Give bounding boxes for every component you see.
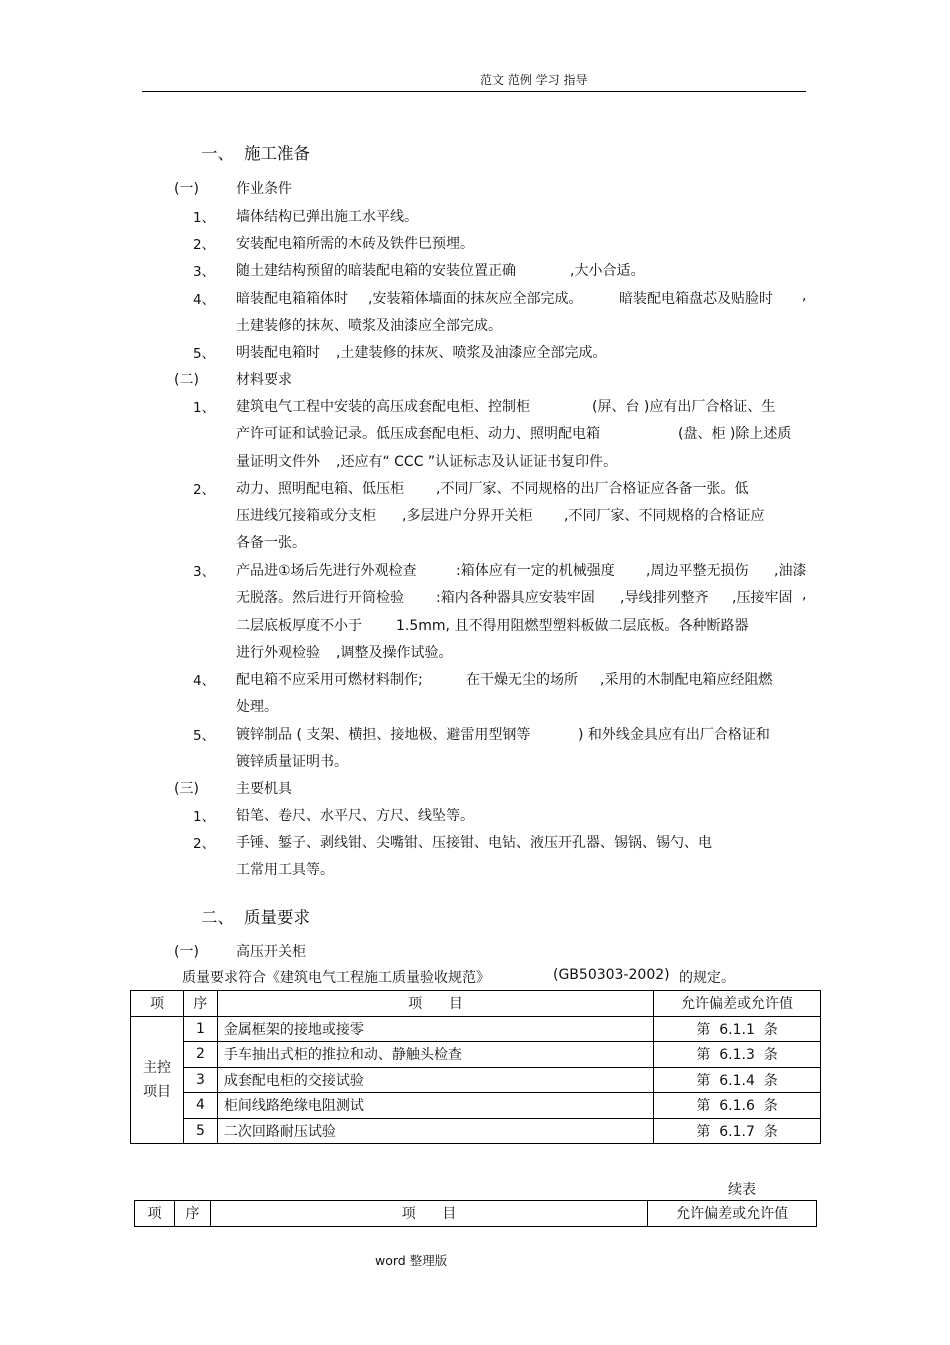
table-header-cell: 项 xyxy=(131,991,184,1017)
table-cell: 第 6.1.4 条 xyxy=(654,1067,821,1093)
list-item-number: 4、 xyxy=(193,673,216,689)
list-item-text: 产品进①场后先进行外观检查 xyxy=(236,563,417,579)
list-item-text: ,油漆 xyxy=(774,563,807,579)
table-header-row xyxy=(131,991,821,1017)
list-item-text: 二层底板厚度不小于 xyxy=(236,618,362,634)
subsection-1-title: 作业条件 xyxy=(236,181,292,197)
quality-standard-code: (GB50303-2002) xyxy=(553,967,670,983)
page-header: 范文 范例 学习 指导 xyxy=(480,73,588,87)
table-cell: 第 6.1.1 条 xyxy=(654,1016,821,1042)
table-cell: 柜间线路绝缘电阻测试 xyxy=(217,1093,653,1119)
page-footer: word 整理版 xyxy=(375,1253,448,1268)
list-item-text: 进行外观检验 xyxy=(236,645,320,661)
quality-table xyxy=(130,990,821,1144)
list-item-text: 压进线冗接箱或分支柜 xyxy=(236,508,376,524)
table-cell: 成套配电柜的交接试验 xyxy=(217,1067,653,1093)
table-cell: 第 6.1.6 条 xyxy=(654,1093,821,1119)
list-item-text: 铅笔、卷尺、水平尺、方尺、线坠等。 xyxy=(236,808,474,824)
table-cell: 第 6.1.3 条 xyxy=(654,1042,821,1068)
list-item-text: ,不同厂家、不同规格的合格证应 xyxy=(564,508,765,524)
list-item-number: 5、 xyxy=(193,346,216,362)
list-item-text: ,不同厂家、不同规格的出厂合格证应各备一张。低 xyxy=(436,481,749,497)
list-item-number: 5、 xyxy=(193,728,216,744)
section-1-title: 施工准备 xyxy=(244,144,310,163)
table-cell: 1 xyxy=(183,1016,217,1042)
list-item-text: (盘、柜 )除上述质 xyxy=(678,426,792,442)
list-item-text: 建筑电气工程中安装的高压成套配电柜、控制柜 xyxy=(236,399,530,415)
list-item-text: , xyxy=(802,587,807,603)
list-item-text: 配电箱不应采用可燃材料制作; xyxy=(236,672,423,688)
section-2-number: 二、 xyxy=(201,908,234,927)
table-header-cell: 序 xyxy=(174,1201,210,1227)
subsection-4-title: 高压开关柜 xyxy=(236,944,306,960)
list-item-text: 土建装修的抹灰、喷浆及油漆应全部完成。 xyxy=(236,318,502,334)
list-item-number: 3、 xyxy=(193,564,216,580)
list-item-text: 明装配电箱时 xyxy=(236,345,320,361)
list-item-text: 镀锌质量证明书。 xyxy=(236,754,348,770)
subsection-3-number: (三) xyxy=(174,781,199,797)
list-item-text: 暗装配电箱盘芯及贴脸时 xyxy=(619,291,773,307)
list-item-text: 量证明文件外 xyxy=(236,454,320,470)
table-header-row xyxy=(135,1201,817,1227)
header-rule xyxy=(142,91,806,92)
list-item-text: 处理。 xyxy=(236,699,278,715)
table-cell: 二次回路耐压试验 xyxy=(217,1118,653,1144)
list-item-text: ,周边平整无损伤 xyxy=(646,563,749,579)
list-item-text: 暗装配电箱箱体时 xyxy=(236,291,348,307)
continued-table xyxy=(134,1200,817,1227)
table-header-cell: 允许偏差或允许值 xyxy=(654,991,821,1017)
list-item-text: ,还应有“ CCC ”认证标志及认证证书复印件。 xyxy=(336,454,618,470)
list-item-text: ,压接牢固 xyxy=(732,590,793,606)
list-item-text: 在干燥无尘的场所 xyxy=(466,672,578,688)
section-2-title: 质量要求 xyxy=(244,908,310,927)
list-item-text: ,土建装修的抹灰、喷浆及油漆应全部完成。 xyxy=(336,345,607,361)
list-item-text: 安装配电箱所需的木砖及铁件巳预埋。 xyxy=(236,236,474,252)
subsection-4-number: (一) xyxy=(174,944,199,960)
list-item-text: 各备一张。 xyxy=(236,535,306,551)
quality-intro-suffix: 的规定。 xyxy=(679,970,735,986)
list-item-text: 动力、照明配电箱、低压柜 xyxy=(236,481,404,497)
table-row xyxy=(131,1067,821,1093)
list-item-text: ,多层进户分界开关柜 xyxy=(402,508,533,524)
list-item-text: (屏、台 )应有出厂合格证、生 xyxy=(592,399,776,415)
list-item-text: 手锤、錾子、剥线钳、尖嘴钳、压接钳、电钻、液压开孔器、锡锅、锡勺、电 xyxy=(236,835,712,851)
table-cell: 5 xyxy=(183,1118,217,1144)
table-header-cell: 项 xyxy=(135,1201,175,1227)
list-item-text: 1.5mm, 且不得用阻燃型塑料板做二层底板。各种断路器 xyxy=(396,618,749,634)
list-item-text: 工常用工具等。 xyxy=(236,862,334,878)
table-cell: 金属框架的接地或接零 xyxy=(217,1016,653,1042)
table-header-cell: 允许偏差或允许值 xyxy=(648,1201,817,1227)
table-header-cell: 项 目 xyxy=(217,991,653,1017)
table-header-cell: 序 xyxy=(183,991,217,1017)
list-item-text: ,调整及操作试验。 xyxy=(336,645,453,661)
table-row xyxy=(131,1016,821,1042)
list-item-text: :箱内各种器具应安装牢固 xyxy=(436,590,595,606)
list-item-text: 墙体结构已弹出施工水平线。 xyxy=(236,209,418,225)
table-cell: 4 xyxy=(183,1093,217,1119)
list-item-text: 随土建结构预留的暗装配电箱的安装位置正确 xyxy=(236,263,516,279)
table-header-cell: 项 目 xyxy=(210,1201,647,1227)
list-item-number: 1、 xyxy=(193,400,216,416)
list-item-number: 1、 xyxy=(193,809,216,825)
table-cell: 3 xyxy=(183,1067,217,1093)
list-item-text: ,大小合适。 xyxy=(570,263,645,279)
list-item-text: ,导线排列整齐 xyxy=(620,590,709,606)
list-item-text: 镀锌制品 ( 支架、横担、接地极、避雷用型钢等 xyxy=(236,727,531,743)
list-item-number: 3、 xyxy=(193,264,216,280)
list-item-number: 1、 xyxy=(193,210,216,226)
continued-label: 续表 xyxy=(728,1182,756,1198)
list-item-number: 4、 xyxy=(193,292,216,308)
list-item-text: ,安装箱体墙面的抹灰应全部完成。 xyxy=(368,291,583,307)
subsection-1-number: (一) xyxy=(174,181,199,197)
list-item-text: :箱体应有一定的机械强度 xyxy=(456,563,615,579)
section-1-number: 一、 xyxy=(201,144,234,163)
table-row xyxy=(131,1042,821,1068)
subsection-3-title: 主要机具 xyxy=(236,781,292,797)
quality-intro-text: 质量要求符合《建筑电气工程施工质量验收规范》 xyxy=(182,970,490,986)
list-item-text: , xyxy=(802,288,807,304)
table-cell: 第 6.1.7 条 xyxy=(654,1118,821,1144)
table-cell: 手车抽出式柜的推拉和动、静触头检查 xyxy=(217,1042,653,1068)
list-item-text: 无脱落。然后进行开筒检验 xyxy=(236,590,404,606)
list-item-text: ,采用的木制配电箱应经阻燃 xyxy=(600,672,773,688)
subsection-2-number: (二) xyxy=(174,372,199,388)
list-item-number: 2、 xyxy=(193,237,216,253)
table-group-cell: 主控 项目 xyxy=(131,1016,184,1144)
table-row xyxy=(131,1093,821,1119)
subsection-2-title: 材料要求 xyxy=(236,372,292,388)
table-row xyxy=(131,1118,821,1144)
table-cell: 2 xyxy=(183,1042,217,1068)
list-item-number: 2、 xyxy=(193,482,216,498)
list-item-number: 2、 xyxy=(193,836,216,852)
list-item-text: 产许可证和试验记录。低压成套配电柜、动力、照明配电箱 xyxy=(236,426,600,442)
list-item-text: ) 和外线金具应有出厂合格证和 xyxy=(578,727,770,743)
